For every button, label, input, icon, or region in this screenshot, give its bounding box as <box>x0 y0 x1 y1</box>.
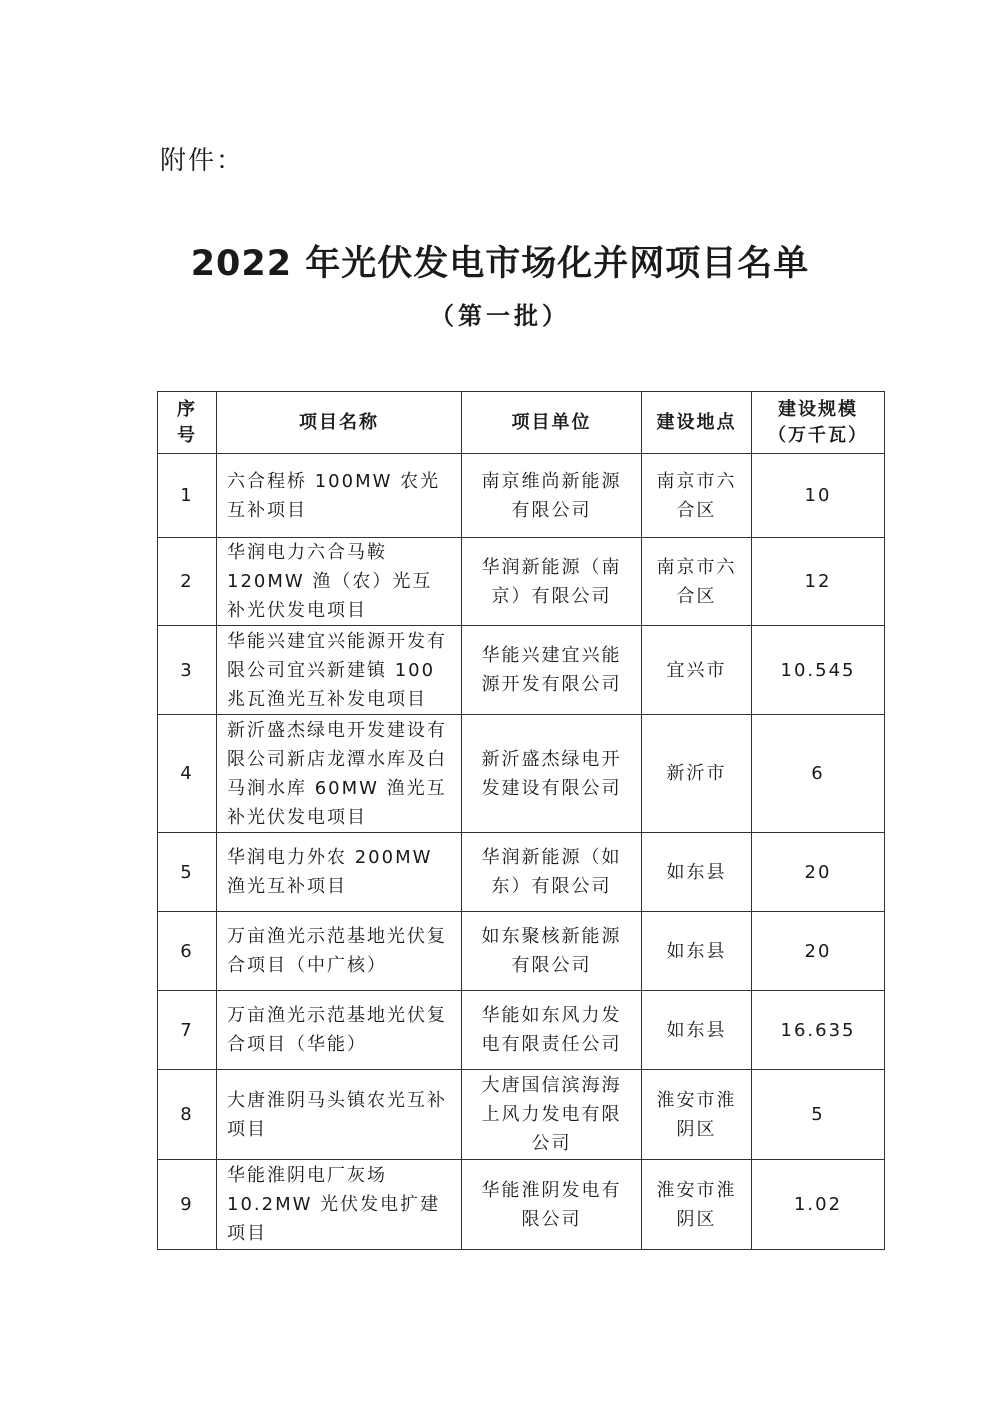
row-location: 新沂市 <box>642 715 752 833</box>
row-index: 6 <box>158 912 217 991</box>
row-project-unit: 大唐国信滨海海上风力发电有限公司 <box>462 1070 642 1160</box>
row-project-name: 万亩渔光示范基地光伏复合项目（中广核） <box>217 912 462 991</box>
row-project-name: 新沂盛杰绿电开发建设有限公司新店龙潭水库及白马涧水库 60MW 渔光互补光伏发电项目 <box>217 715 462 833</box>
row-project-unit: 华润新能源（南京）有限公司 <box>462 538 642 626</box>
row-location: 淮安市淮阴区 <box>642 1160 752 1250</box>
row-index: 1 <box>158 454 217 538</box>
header-unit: 项目单位 <box>462 392 642 454</box>
row-project-name: 华能兴建宜兴能源开发有限公司宜兴新建镇 100 兆瓦渔光互补发电项目 <box>217 626 462 715</box>
table-row <box>158 912 885 991</box>
row-index: 4 <box>158 715 217 833</box>
row-project-unit: 华能淮阴发电有限公司 <box>462 1160 642 1250</box>
table-row <box>158 991 885 1070</box>
row-scale: 6 <box>752 715 885 833</box>
row-location: 宜兴市 <box>642 626 752 715</box>
row-project-unit: 华润新能源（如东）有限公司 <box>462 833 642 912</box>
row-index: 5 <box>158 833 217 912</box>
row-location: 如东县 <box>642 833 752 912</box>
row-project-unit: 南京维尚新能源有限公司 <box>462 454 642 538</box>
table-row <box>158 626 885 715</box>
row-project-unit: 新沂盛杰绿电开发建设有限公司 <box>462 715 642 833</box>
row-project-name: 大唐淮阴马头镇农光互补项目 <box>217 1070 462 1160</box>
row-project-unit: 如东聚核新能源有限公司 <box>462 912 642 991</box>
row-index: 7 <box>158 991 217 1070</box>
row-scale: 20 <box>752 912 885 991</box>
table-body <box>158 454 885 1250</box>
row-scale: 1.02 <box>752 1160 885 1250</box>
row-project-name: 华润电力六合马鞍 120MW 渔（农）光互补光伏发电项目 <box>217 538 462 626</box>
row-project-name: 华能淮阴电厂灰场 10.2MW 光伏发电扩建项目 <box>217 1160 462 1250</box>
row-index: 3 <box>158 626 217 715</box>
table-row <box>158 538 885 626</box>
row-location: 南京市六合区 <box>642 454 752 538</box>
row-scale: 16.635 <box>752 991 885 1070</box>
table-row <box>158 715 885 833</box>
table-row <box>158 454 885 538</box>
header-scale: 建设规模（万千瓦） <box>752 392 885 454</box>
row-project-name: 华润电力外农 200MW 渔光互补项目 <box>217 833 462 912</box>
row-index: 2 <box>158 538 217 626</box>
header-location: 建设地点 <box>642 392 752 454</box>
row-scale: 10 <box>752 454 885 538</box>
document-title: 2022 年光伏发电市场化并网项目名单 <box>190 244 810 284</box>
header-name: 项目名称 <box>217 392 462 454</box>
header-row <box>158 392 885 454</box>
row-location: 如东县 <box>642 912 752 991</box>
row-project-name: 万亩渔光示范基地光伏复合项目（华能） <box>217 991 462 1070</box>
row-index: 8 <box>158 1070 217 1160</box>
document-subtitle: （第一批） <box>430 302 570 330</box>
table-header <box>158 392 885 454</box>
project-table <box>157 391 885 1250</box>
row-location: 南京市六合区 <box>642 538 752 626</box>
row-scale: 5 <box>752 1070 885 1160</box>
row-project-unit: 华能如东风力发电有限责任公司 <box>462 991 642 1070</box>
row-project-unit: 华能兴建宜兴能源开发有限公司 <box>462 626 642 715</box>
row-location: 如东县 <box>642 991 752 1070</box>
table-row <box>158 1070 885 1160</box>
table-row <box>158 1160 885 1250</box>
row-scale: 10.545 <box>752 626 885 715</box>
attachment-label: 附件： <box>160 146 245 176</box>
row-scale: 20 <box>752 833 885 912</box>
row-index: 9 <box>158 1160 217 1250</box>
row-scale: 12 <box>752 538 885 626</box>
row-project-name: 六合程桥 100MW 农光互补项目 <box>217 454 462 538</box>
header-index: 序号 <box>158 392 217 454</box>
row-location: 淮安市淮阴区 <box>642 1070 752 1160</box>
table-row <box>158 833 885 912</box>
